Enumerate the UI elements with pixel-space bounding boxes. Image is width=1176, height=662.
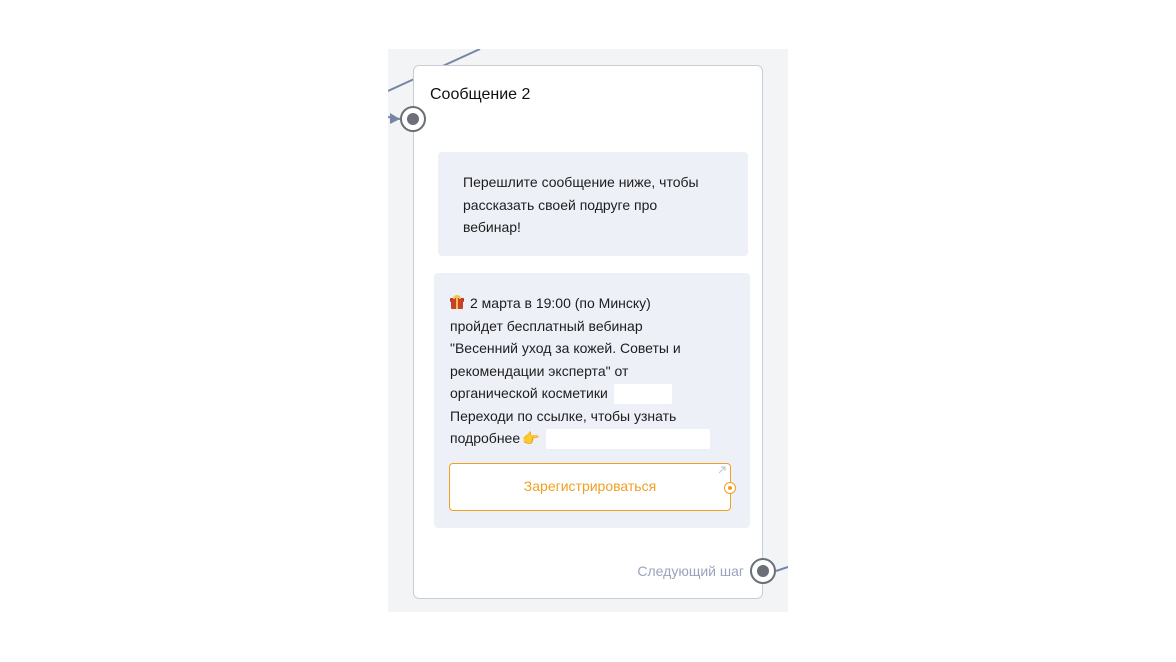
- message-line: органической косметики: [450, 385, 608, 401]
- message-line: 2 марта в 19:00 (по Минску): [470, 295, 651, 311]
- flow-canvas[interactable]: [388, 49, 788, 612]
- pointing-hand-icon: 👉: [522, 430, 540, 446]
- message-line: Переходи по ссылке, чтобы узнать: [450, 407, 677, 424]
- redacted-brand: [614, 384, 672, 404]
- node-title: Сообщение 2: [430, 86, 531, 103]
- arrow-icon: [390, 113, 400, 124]
- message-line: Перешлите сообщение ниже, чтобы: [463, 174, 699, 190]
- message-line: подробнее: [450, 430, 521, 446]
- redacted-link: [546, 429, 710, 449]
- message-block-2[interactable]: [434, 273, 750, 528]
- message-line: пройдет бесплатный вебинар: [450, 317, 643, 334]
- next-step-label: Следующий шаг: [637, 563, 744, 579]
- gift-icon: [450, 295, 464, 309]
- message-line: рекомендации эксперта" от: [450, 362, 629, 379]
- button-output-port[interactable]: [724, 482, 736, 494]
- message-block-1[interactable]: [438, 152, 748, 256]
- register-button[interactable]: [449, 463, 731, 511]
- input-port[interactable]: [400, 106, 426, 132]
- message-line: вебинар!: [463, 219, 521, 235]
- next-step-port[interactable]: [750, 558, 776, 584]
- message-node-card[interactable]: [413, 65, 763, 599]
- external-link-icon: [717, 465, 727, 475]
- message-line: рассказать своей подруге про: [463, 196, 658, 213]
- message-line: "Весенний уход за кожей. Советы и: [450, 340, 681, 356]
- register-button-label: Зарегистрироваться: [523, 478, 657, 494]
